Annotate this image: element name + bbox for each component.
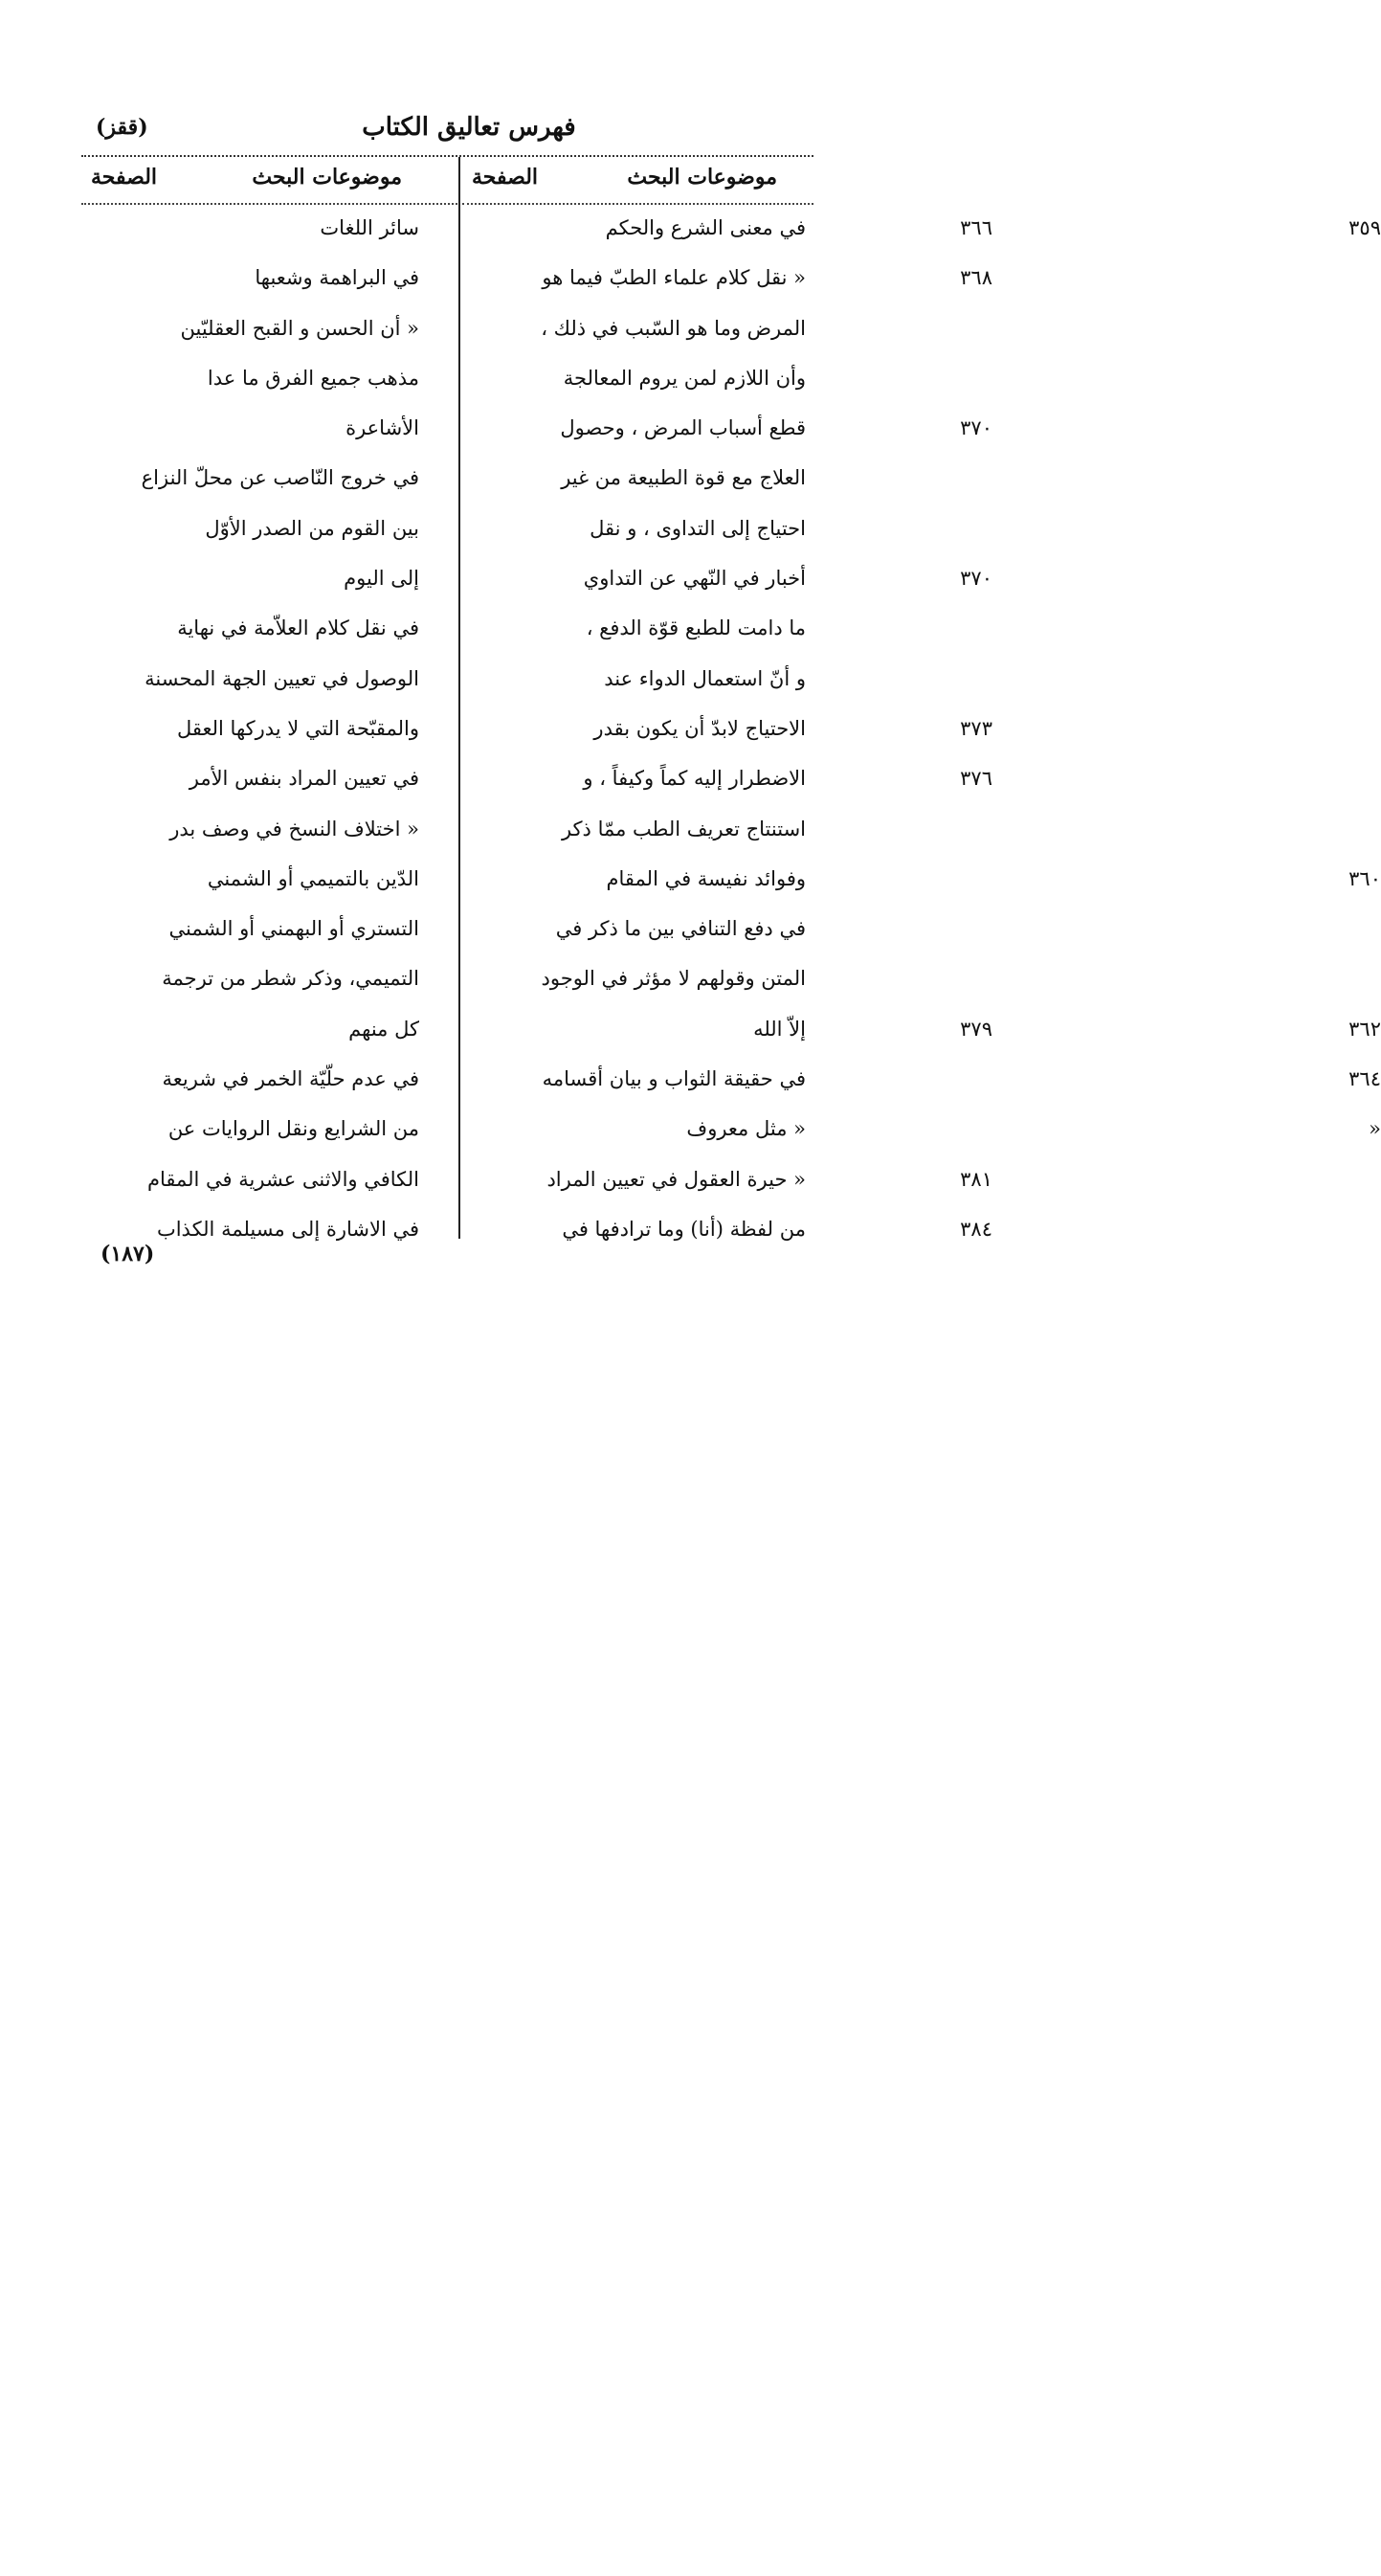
- entry-topic: إلاّ الله: [753, 1017, 806, 1041]
- topic-column-header: موضوعات البحث: [252, 165, 402, 190]
- entry-topic: الوصول في تعيين الجهة المحسنة: [145, 666, 419, 690]
- entry-topic: الأشاعرة: [345, 416, 419, 440]
- entry-topic: من الشرايع ونقل الروايات عن: [167, 1117, 419, 1141]
- entry-topic: من لفظة (أنا) وما ترادفها في: [562, 1217, 806, 1241]
- entry-topic: الاضطرار إليه كماً وكيفاً ، و: [583, 767, 806, 791]
- entry-topic: الاحتياج لابدّ أن يكون بقدر: [593, 716, 806, 740]
- entry-topic: العلاج مع قوة الطبيعة من غير: [561, 466, 806, 490]
- entry-topic: أخبار في النّهي عن التداوي: [583, 567, 806, 591]
- entry-page-number: ٣٧٠: [960, 416, 992, 440]
- index-entry: [81, 507, 457, 557]
- entry-topic: وفوائد نفيسة في المقام: [606, 866, 806, 890]
- index-entry: [81, 907, 457, 957]
- index-entry: [81, 307, 457, 357]
- column-header-right: [462, 157, 813, 199]
- index-entry: [81, 858, 457, 907]
- entry-topic: احتياج إلى التداوى ، و نقل: [590, 516, 806, 540]
- index-entry: [81, 1058, 457, 1108]
- entry-page-number: ٣٧٣: [960, 716, 992, 740]
- index-entry: [81, 957, 457, 1007]
- entry-page-number: ٣٦٤: [1348, 1067, 1381, 1091]
- entry-page-number: ٣٦٦: [960, 216, 992, 239]
- topic-column-header: موضوعات البحث: [627, 165, 777, 190]
- entry-page-number: ٣٦٢: [1348, 1017, 1381, 1041]
- index-entry: [81, 1108, 457, 1157]
- index-entry: [81, 357, 457, 407]
- entry-topic: قطع أسباب المرض ، وحصول: [560, 416, 806, 440]
- entry-topic: المتن وقولهم لا مؤثر في الوجود: [541, 967, 806, 991]
- entry-topic: في خروج النّاصب عن محلّ النزاع: [141, 466, 419, 490]
- index-entry: [81, 457, 457, 506]
- entry-topic: استنتاج تعريف الطب ممّا ذكر: [561, 817, 806, 840]
- entry-topic: « حيرة العقول في تعيين المراد: [546, 1167, 806, 1191]
- entry-page-number: «: [1369, 1117, 1381, 1141]
- entry-topic: الكافي والاثنى عشرية في المقام: [146, 1167, 419, 1191]
- entry-topic: « مثل معروف: [686, 1117, 806, 1141]
- entry-topic: سائر اللغات: [320, 216, 419, 239]
- column-header-rule: [462, 203, 813, 205]
- page-column-header: الصفحة: [91, 165, 158, 190]
- index-entry: [81, 658, 457, 707]
- index-entry: [81, 607, 457, 657]
- entry-topic: « اختلاف النسخ في وصف بدر: [169, 817, 419, 840]
- column-header-rule: [81, 203, 457, 205]
- entry-page-number: ٣٨٤: [960, 1217, 992, 1241]
- entry-topic: التميمي، وذكر شطر من ترجمة: [162, 967, 419, 991]
- entry-page-number: ٣٥٩: [1348, 216, 1381, 239]
- page-title: فهرس تعاليق الكتاب: [362, 113, 576, 142]
- entry-page-number: ٣٧٦: [960, 767, 992, 791]
- entry-page-number: ٣٦٠: [1348, 866, 1381, 890]
- entry-topic: التستري أو البهمني أو الشمني: [168, 917, 419, 941]
- entry-page-number: ٣٧٩: [960, 1017, 992, 1041]
- entry-topic: في نقل كلام العلاّمة في نهاية: [177, 616, 419, 640]
- entry-topic: مذهب جميع الفرق ما عدا: [207, 366, 419, 390]
- page-code: (ققز): [96, 115, 148, 140]
- entry-topic: في دفع التنافي بين ما ذكر في: [555, 917, 806, 941]
- entry-page-number: ٣٨١: [960, 1167, 992, 1191]
- entry-topic: بين القوم من الصدر الأوّل: [205, 516, 419, 540]
- page-column-header: الصفحة: [472, 165, 539, 190]
- entry-topic: في حقيقة الثواب و بيان أقسامه: [542, 1067, 806, 1091]
- entry-topic: في عدم حلّيّة الخمر في شريعة: [162, 1067, 419, 1091]
- entry-topic: الدّين بالتميمي أو الشمني: [207, 866, 419, 890]
- page-number: (١٨٧): [100, 1242, 155, 1266]
- entry-topic: في تعيين المراد بنفس الأمر: [189, 767, 419, 791]
- index-entry: [81, 808, 457, 858]
- entry-page-number: ٣٧٠: [960, 567, 992, 591]
- entry-topic: « أن الحسن و القبح العقليّين: [180, 316, 419, 340]
- entry-page-number: ٣٦٨: [960, 266, 992, 290]
- entry-topic: « نقل كلام علماء الطبّ فيما هو: [542, 266, 806, 290]
- entry-topic: وأن اللازم لمن يروم المعالجة: [563, 366, 806, 390]
- entry-topic: والمقبّحة التي لا يدركها العقل: [176, 716, 419, 740]
- entry-topic: إلى اليوم: [344, 567, 419, 591]
- entry-topic: و أنّ استعمال الدواء عند: [604, 666, 806, 690]
- entry-topic: المرض وما هو السّبب في ذلك ،: [541, 316, 806, 340]
- column-header-left: [81, 157, 457, 199]
- entry-topic: في البراهمة وشعبها: [255, 266, 419, 290]
- entry-topic: في الاشارة إلى مسيلمة الكذاب: [156, 1217, 419, 1241]
- entry-topic: كل منهم: [348, 1017, 419, 1041]
- entry-topic: في معنى الشرع والحكم: [605, 216, 806, 239]
- entry-topic: ما دامت للطبع قوّة الدفع ،: [586, 616, 806, 640]
